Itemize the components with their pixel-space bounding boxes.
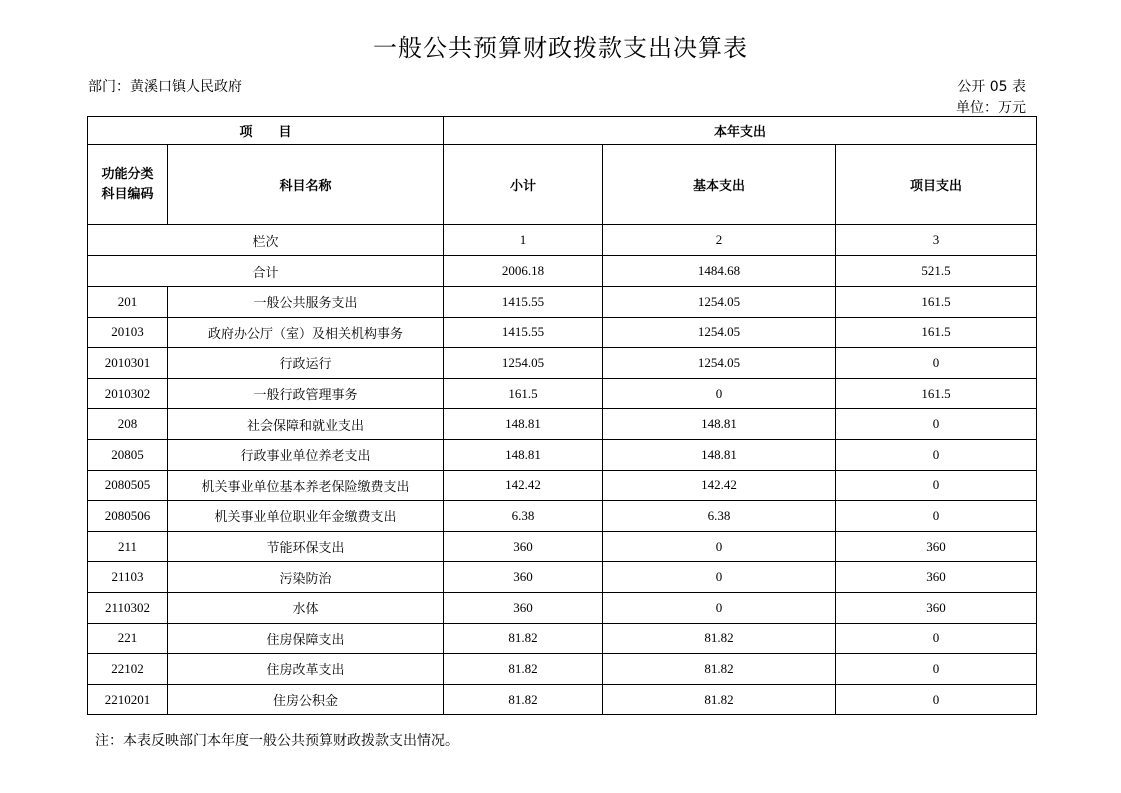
row-basic: 1254.05 xyxy=(603,348,836,379)
row-code: 21103 xyxy=(88,562,168,593)
table-row xyxy=(88,317,1037,348)
row-name: 机关事业单位职业年金缴费支出 xyxy=(168,501,444,532)
table-number: 公开 05 表 xyxy=(957,79,1026,95)
item-header: 项 目 xyxy=(88,117,444,145)
row-project: 0 xyxy=(836,409,1037,440)
footnote: 注：本表反映部门本年度一般公共预算财政拨款支出情况。 xyxy=(95,733,459,749)
row-basic: 0 xyxy=(603,531,836,562)
column-order-label: 栏次 xyxy=(88,225,444,256)
row-subtotal: 148.81 xyxy=(444,439,603,470)
row-basic: 0 xyxy=(603,378,836,409)
row-subtotal: 360 xyxy=(444,531,603,562)
row-name: 住房保障支出 xyxy=(168,623,444,654)
row-code: 20103 xyxy=(88,317,168,348)
table-row xyxy=(88,348,1037,379)
row-basic: 81.82 xyxy=(603,654,836,685)
row-name: 住房公积金 xyxy=(168,684,444,715)
row-code: 2080505 xyxy=(88,470,168,501)
department-label: 部门：黄溪口镇人民政府 xyxy=(88,79,242,95)
row-name: 水体 xyxy=(168,592,444,623)
row-basic: 148.81 xyxy=(603,439,836,470)
row-name: 行政事业单位养老支出 xyxy=(168,439,444,470)
row-subtotal: 148.81 xyxy=(444,409,603,440)
row-basic: 1254.05 xyxy=(603,287,836,318)
row-basic: 148.81 xyxy=(603,409,836,440)
col-number-1: 1 xyxy=(444,225,603,256)
header-row-1 xyxy=(88,117,1037,145)
name-header: 科目名称 xyxy=(168,145,444,225)
row-name: 住房改革支出 xyxy=(168,654,444,685)
table-row xyxy=(88,470,1037,501)
table-row xyxy=(88,592,1037,623)
table-row xyxy=(88,562,1037,593)
row-subtotal: 81.82 xyxy=(444,684,603,715)
total-subtotal: 2006.18 xyxy=(444,256,603,287)
header-row-2 xyxy=(88,145,1037,225)
row-code: 2080506 xyxy=(88,501,168,532)
row-name: 污染防治 xyxy=(168,562,444,593)
project-header: 项目支出 xyxy=(836,145,1037,225)
row-name: 一般行政管理事务 xyxy=(168,378,444,409)
row-subtotal: 81.82 xyxy=(444,654,603,685)
row-project: 161.5 xyxy=(836,378,1037,409)
row-project: 360 xyxy=(836,592,1037,623)
basic-header: 基本支出 xyxy=(603,145,836,225)
row-basic: 1254.05 xyxy=(603,317,836,348)
expenditure-table xyxy=(87,116,1037,715)
row-project: 360 xyxy=(836,562,1037,593)
row-code: 22102 xyxy=(88,654,168,685)
row-basic: 142.42 xyxy=(603,470,836,501)
col-number-2: 2 xyxy=(603,225,836,256)
row-subtotal: 161.5 xyxy=(444,378,603,409)
row-code: 201 xyxy=(88,287,168,318)
row-basic: 0 xyxy=(603,562,836,593)
row-code: 211 xyxy=(88,531,168,562)
row-project: 0 xyxy=(836,348,1037,379)
row-subtotal: 360 xyxy=(444,562,603,593)
row-subtotal: 142.42 xyxy=(444,470,603,501)
row-code: 221 xyxy=(88,623,168,654)
total-label: 合计 xyxy=(88,256,444,287)
row-basic: 81.82 xyxy=(603,623,836,654)
row-name: 机关事业单位基本养老保险缴费支出 xyxy=(168,470,444,501)
row-project: 360 xyxy=(836,531,1037,562)
column-order-row xyxy=(88,225,1037,256)
row-subtotal: 81.82 xyxy=(444,623,603,654)
total-row xyxy=(88,256,1037,287)
row-code: 2110302 xyxy=(88,592,168,623)
row-name: 社会保障和就业支出 xyxy=(168,409,444,440)
row-name: 行政运行 xyxy=(168,348,444,379)
row-name: 一般公共服务支出 xyxy=(168,287,444,318)
table-row xyxy=(88,409,1037,440)
row-basic: 6.38 xyxy=(603,501,836,532)
table-row xyxy=(88,654,1037,685)
row-project: 0 xyxy=(836,501,1037,532)
row-basic: 81.82 xyxy=(603,684,836,715)
code-header: 功能分类科目编码 xyxy=(88,145,168,225)
row-code: 208 xyxy=(88,409,168,440)
subtotal-header: 小计 xyxy=(444,145,603,225)
row-subtotal: 1415.55 xyxy=(444,317,603,348)
total-project: 521.5 xyxy=(836,256,1037,287)
unit-label: 单位：万元 xyxy=(956,100,1026,116)
row-project: 161.5 xyxy=(836,287,1037,318)
row-subtotal: 6.38 xyxy=(444,501,603,532)
col-number-3: 3 xyxy=(836,225,1037,256)
row-subtotal: 360 xyxy=(444,592,603,623)
row-subtotal: 1254.05 xyxy=(444,348,603,379)
row-basic: 0 xyxy=(603,592,836,623)
table-row xyxy=(88,623,1037,654)
row-subtotal: 1415.55 xyxy=(444,287,603,318)
table-row xyxy=(88,378,1037,409)
row-project: 0 xyxy=(836,684,1037,715)
row-name: 节能环保支出 xyxy=(168,531,444,562)
current-year-header: 本年支出 xyxy=(444,117,1037,145)
row-project: 0 xyxy=(836,623,1037,654)
table-row xyxy=(88,501,1037,532)
row-project: 0 xyxy=(836,654,1037,685)
row-code: 2010302 xyxy=(88,378,168,409)
row-code: 20805 xyxy=(88,439,168,470)
row-project: 0 xyxy=(836,470,1037,501)
row-code: 2010301 xyxy=(88,348,168,379)
row-project: 0 xyxy=(836,439,1037,470)
page-title: 一般公共预算财政拨款支出决算表 xyxy=(373,34,748,62)
row-project: 161.5 xyxy=(836,317,1037,348)
table-row xyxy=(88,439,1037,470)
row-code: 2210201 xyxy=(88,684,168,715)
table-row xyxy=(88,531,1037,562)
table-row xyxy=(88,287,1037,318)
table-row xyxy=(88,684,1037,715)
total-basic: 1484.68 xyxy=(603,256,836,287)
row-name: 政府办公厅（室）及相关机构事务 xyxy=(168,317,444,348)
